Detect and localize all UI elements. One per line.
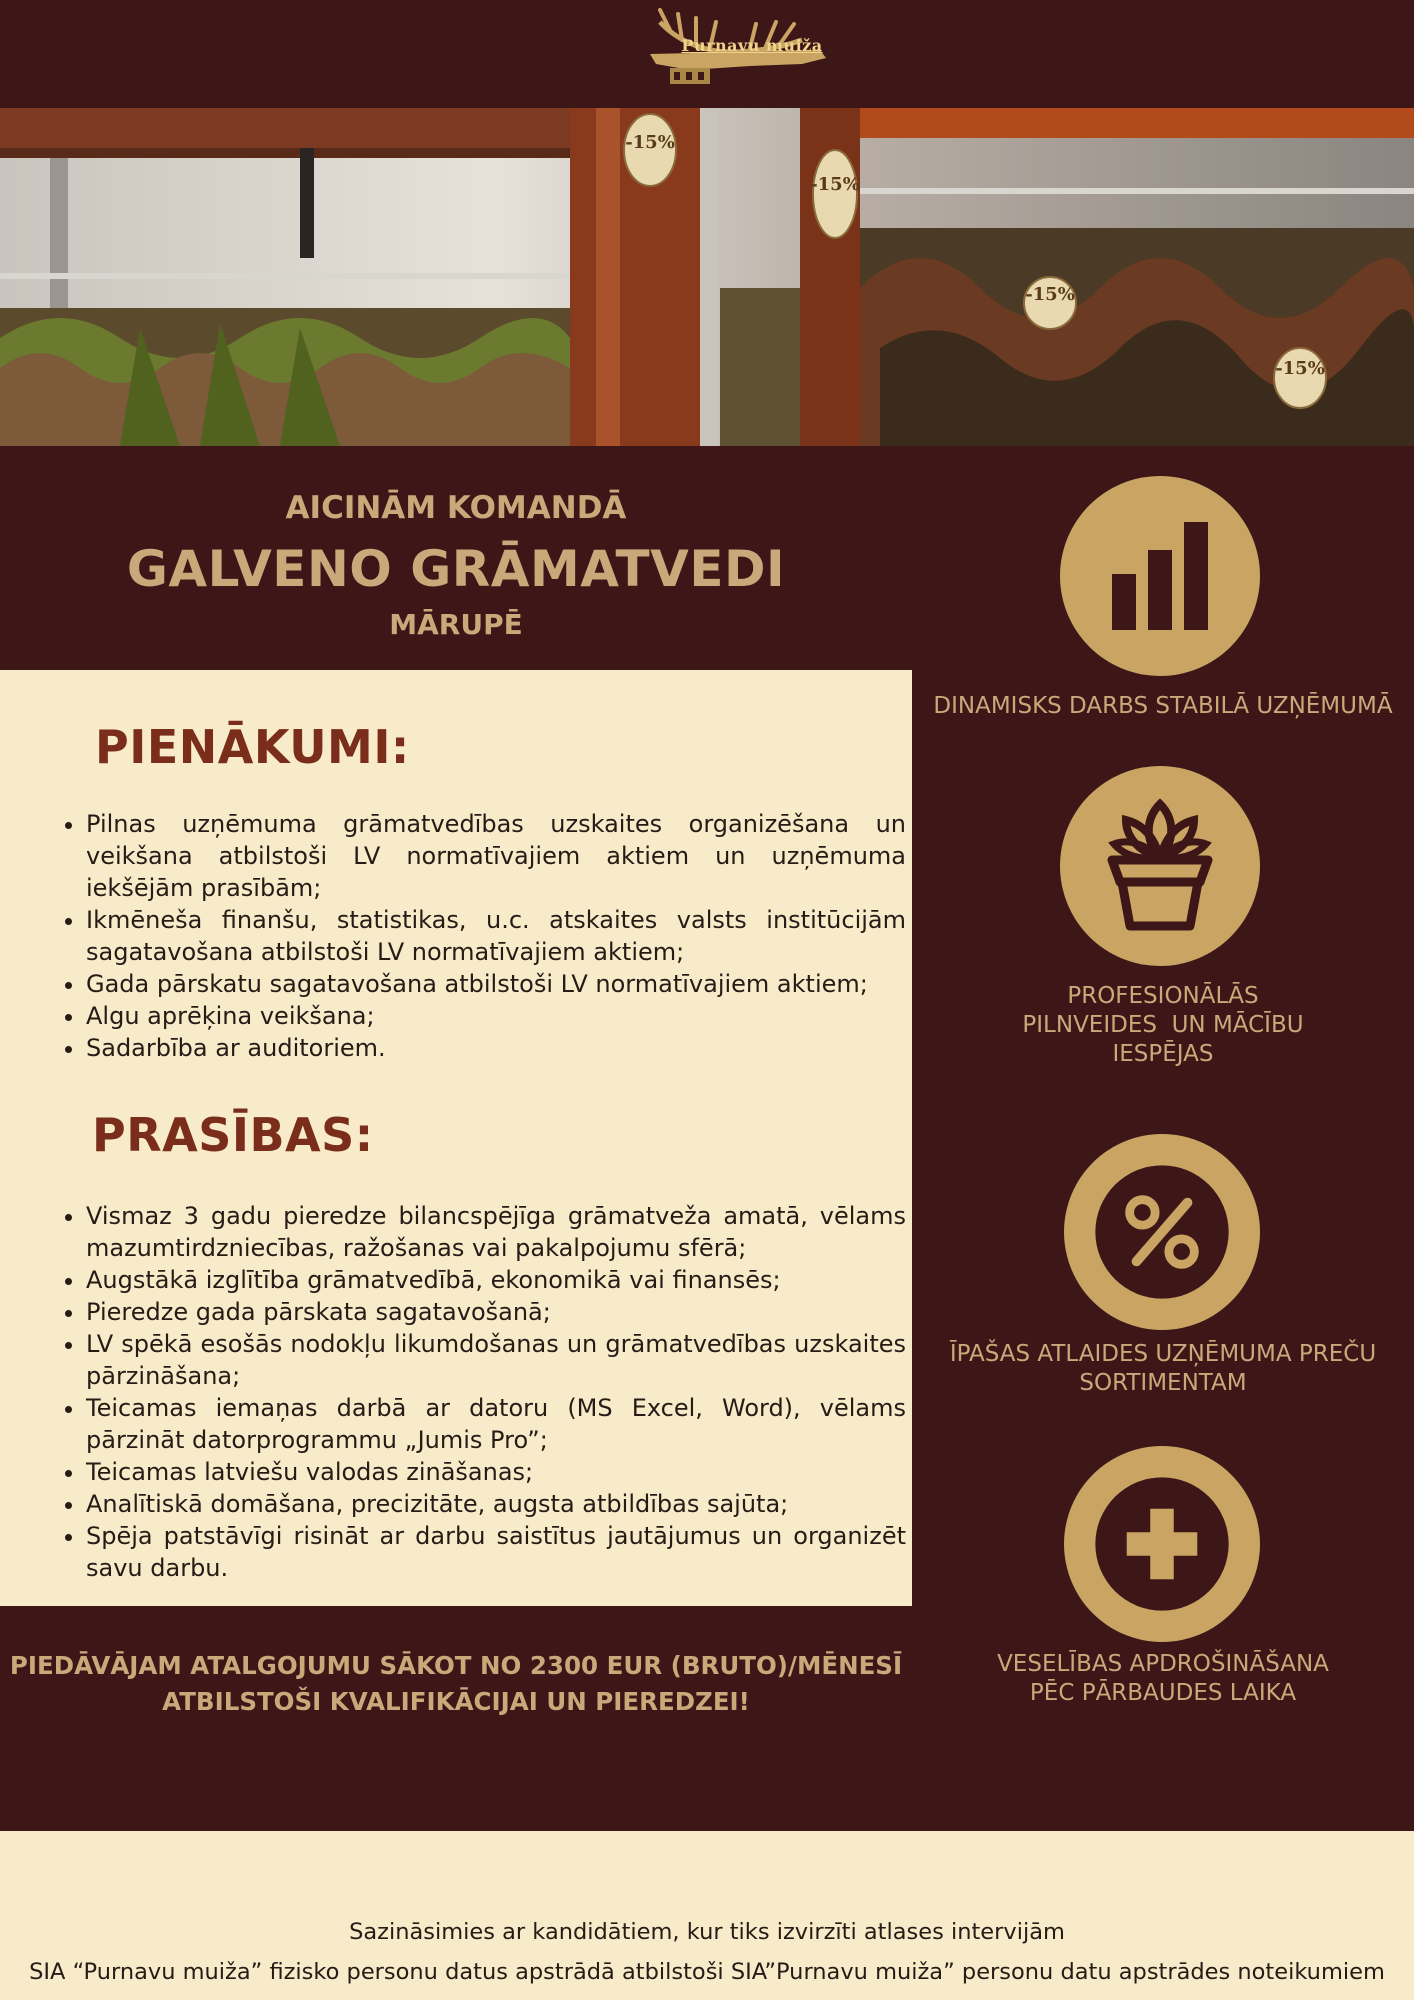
footer-privacy-note: SIA “Purnavu muiža” fizisko personu datus apstrādā atbilstoši SIA”Purnavu muiža” personu datu apstrādes noteikumiem — [29, 1959, 1385, 1985]
list-item: • Gada pārskatu sagatavošana atbilstoši LV normatīvajiem aktiem; — [86, 968, 906, 1000]
hero-photo-clothing-store — [0, 108, 1414, 446]
benefit-label-4 — [912, 1650, 1414, 1708]
list-item: • LV spēkā esošās nodokļu likumdošanas un grāmatvedības uzskaites pārzināšana; — [86, 1328, 906, 1392]
benefit-label-line: PĒC PĀRBAUDES LAIKA — [1029, 1680, 1297, 1706]
plus-icon — [1064, 1446, 1260, 1642]
benefit-label-line: VESELĪBAS APDROŠINĀŠANA — [997, 1651, 1329, 1677]
list-item: • Teicamas iemaņas darbā ar datoru (MS Excel, Word), vēlams pārzināt datorprogrammu „Jumis Pro”; — [86, 1392, 906, 1456]
job-intro — [0, 446, 912, 670]
salary-offer-line-2: ATBILSTOŠI KVALIFIKĀCIJAI UN PIEREDZEI! — [162, 1687, 750, 1716]
job-title: GALVENO GRĀMATVEDI — [126, 540, 786, 598]
bar-chart-icon — [1060, 476, 1260, 676]
logo-text: Purnavu muiža — [681, 36, 823, 55]
footer-contact-note: Sazināsimies ar kandidātiem, kur tiks izvirzīti atlases intervijām — [349, 1919, 1065, 1945]
list-item: • Spēja patstāvīgi risināt ar darbu saistītus jautājumus un organizēt savu darbu. — [86, 1520, 906, 1584]
requirements-title: PRASĪBAS: — [92, 1108, 374, 1162]
header — [0, 0, 1414, 108]
discount-tag-3: -15% — [1025, 284, 1075, 305]
list-item: • Algu aprēķina veikšana; — [86, 1000, 906, 1032]
list-item: • Vismaz 3 gadu pieredze bilancspējīga grāmatveža amatā, vēlams mazumtirdzniecības, ražošanas vai pakalpojumu sfērā; — [86, 1200, 906, 1264]
footer — [0, 1831, 1414, 2000]
list-item: • Teicamas latviešu valodas zināšanas; — [86, 1456, 906, 1488]
benefit-label-line: PILNVEIDES UN MĀCĪBU — [1022, 1012, 1304, 1038]
duties-list — [48, 808, 906, 1064]
benefit-label-1 — [912, 692, 1414, 721]
discount-tag-2: -15% — [810, 174, 860, 195]
list-item: • Ikmēneša finanšu, statistikas, u.c. atskaites valsts institūcijām sagatavošana atbilstoši LV normatīvajiem aktiem; — [86, 904, 906, 968]
benefit-label-line: SORTIMENTAM — [1079, 1370, 1247, 1396]
plant-pot-icon — [1060, 766, 1260, 966]
list-item: • Augstākā izglītība grāmatvedībā, ekonomikā vai finansēs; — [86, 1264, 906, 1296]
list-item: • Pieredze gada pārskata sagatavošanā; — [86, 1296, 906, 1328]
benefit-icon-circle — [1064, 1446, 1260, 1642]
benefit-label-line: ĪPAŠAS ATLAIDES UZŅĒMUMA PREČU — [949, 1341, 1377, 1367]
list-item: • Sadarbība ar auditoriem. — [86, 1032, 906, 1064]
salary-offer — [0, 1648, 912, 1720]
list-item: • Analītiskā domāšana, precizitāte, augsta atbildības sajūta; — [86, 1488, 906, 1520]
discount-tag-1: -15% — [625, 132, 675, 153]
benefit-icon-circle — [1064, 1134, 1260, 1330]
salary-offer-line-1: PIEDĀVĀJAM ATALGOJUMU SĀKOT NO 2300 EUR (BRUTO)/MĒNESĪ — [9, 1651, 903, 1680]
benefit-label-line: DINAMISKS DARBS STABILĀ UZŅĒMUMĀ — [933, 693, 1393, 719]
discount-tag-4: -15% — [1275, 358, 1325, 379]
duties-title: PIENĀKUMI: — [95, 720, 410, 774]
benefit-label-2 — [912, 982, 1414, 1069]
job-details-panel — [0, 670, 912, 1606]
benefit-label-line: IESPĒJAS — [1112, 1041, 1214, 1067]
intro-subtitle: AICINĀM KOMANDĀ — [285, 490, 627, 526]
percent-icon — [1064, 1134, 1260, 1330]
benefit-label-line: PROFESIONĀLĀS — [1067, 983, 1259, 1009]
list-item: • Pilnas uzņēmuma grāmatvedības uzskaites organizēšana un veikšana atbilstoši LV normatīvajiem aktiem un uzņēmuma iekšējām prasībām; — [86, 808, 906, 904]
benefit-icon-circle — [1060, 476, 1260, 676]
job-location: MĀRUPĒ — [389, 608, 523, 641]
requirements-list — [48, 1200, 906, 1584]
benefit-icon-circle — [1060, 766, 1260, 966]
benefit-label-3 — [912, 1340, 1414, 1398]
